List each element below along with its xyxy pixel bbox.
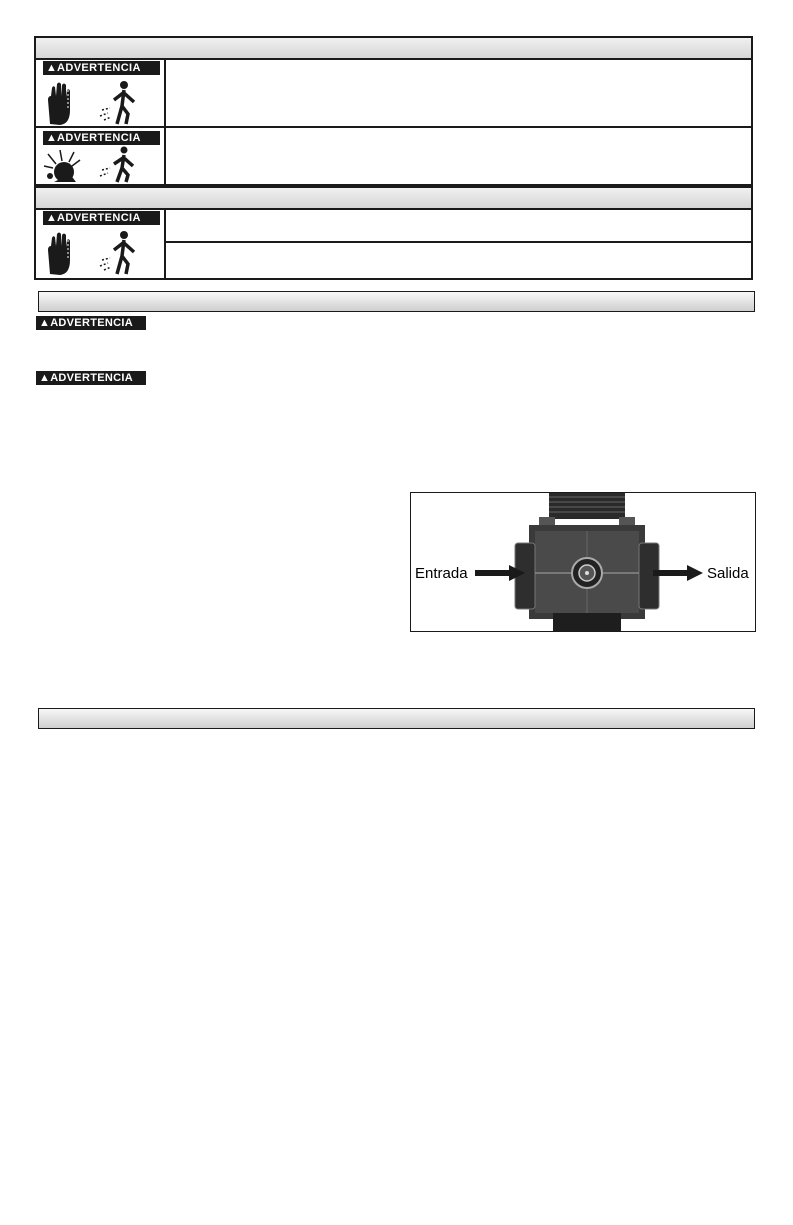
row-divider (166, 241, 751, 243)
section-header-bar-1 (38, 291, 755, 312)
warning-table-header-1 (36, 38, 751, 60)
warning-triangle-icon: ▲ (39, 372, 51, 384)
warning-triangle-icon: ▲ (46, 212, 58, 224)
regulator-figure (410, 492, 756, 632)
warning-triangle-icon: ▲ (46, 132, 58, 144)
regulator-photo (411, 493, 756, 632)
warning-row-3 (36, 208, 751, 278)
inline-warning-badge-2: ▲ADVERTENCIA (36, 371, 146, 385)
stop-hand-injury-icon (44, 230, 159, 276)
section-header-bar-2 (38, 708, 755, 729)
warning-table (34, 36, 753, 280)
inline-warning-badge-1: ▲ADVERTENCIA (36, 316, 146, 330)
warning-icon-cell (36, 128, 166, 184)
warning-icon-cell (36, 58, 166, 126)
burst-explosion-injury-icon (40, 146, 160, 184)
warning-triangle-icon: ▲ (39, 317, 51, 329)
warning-badge: ▲ADVERTENCIA (43, 61, 160, 75)
stop-hand-injury-icon (44, 80, 159, 126)
warning-badge: ▲ADVERTENCIA (43, 211, 160, 225)
warning-row-2 (36, 128, 751, 186)
inlet-label: Entrada (415, 565, 468, 582)
warning-badge: ▲ADVERTENCIA (43, 131, 160, 145)
warning-icon-cell (36, 208, 166, 278)
warning-triangle-icon: ▲ (46, 62, 58, 74)
warning-table-header-2 (36, 186, 751, 210)
warning-row-1 (36, 58, 751, 128)
outlet-label: Salida (707, 565, 749, 582)
